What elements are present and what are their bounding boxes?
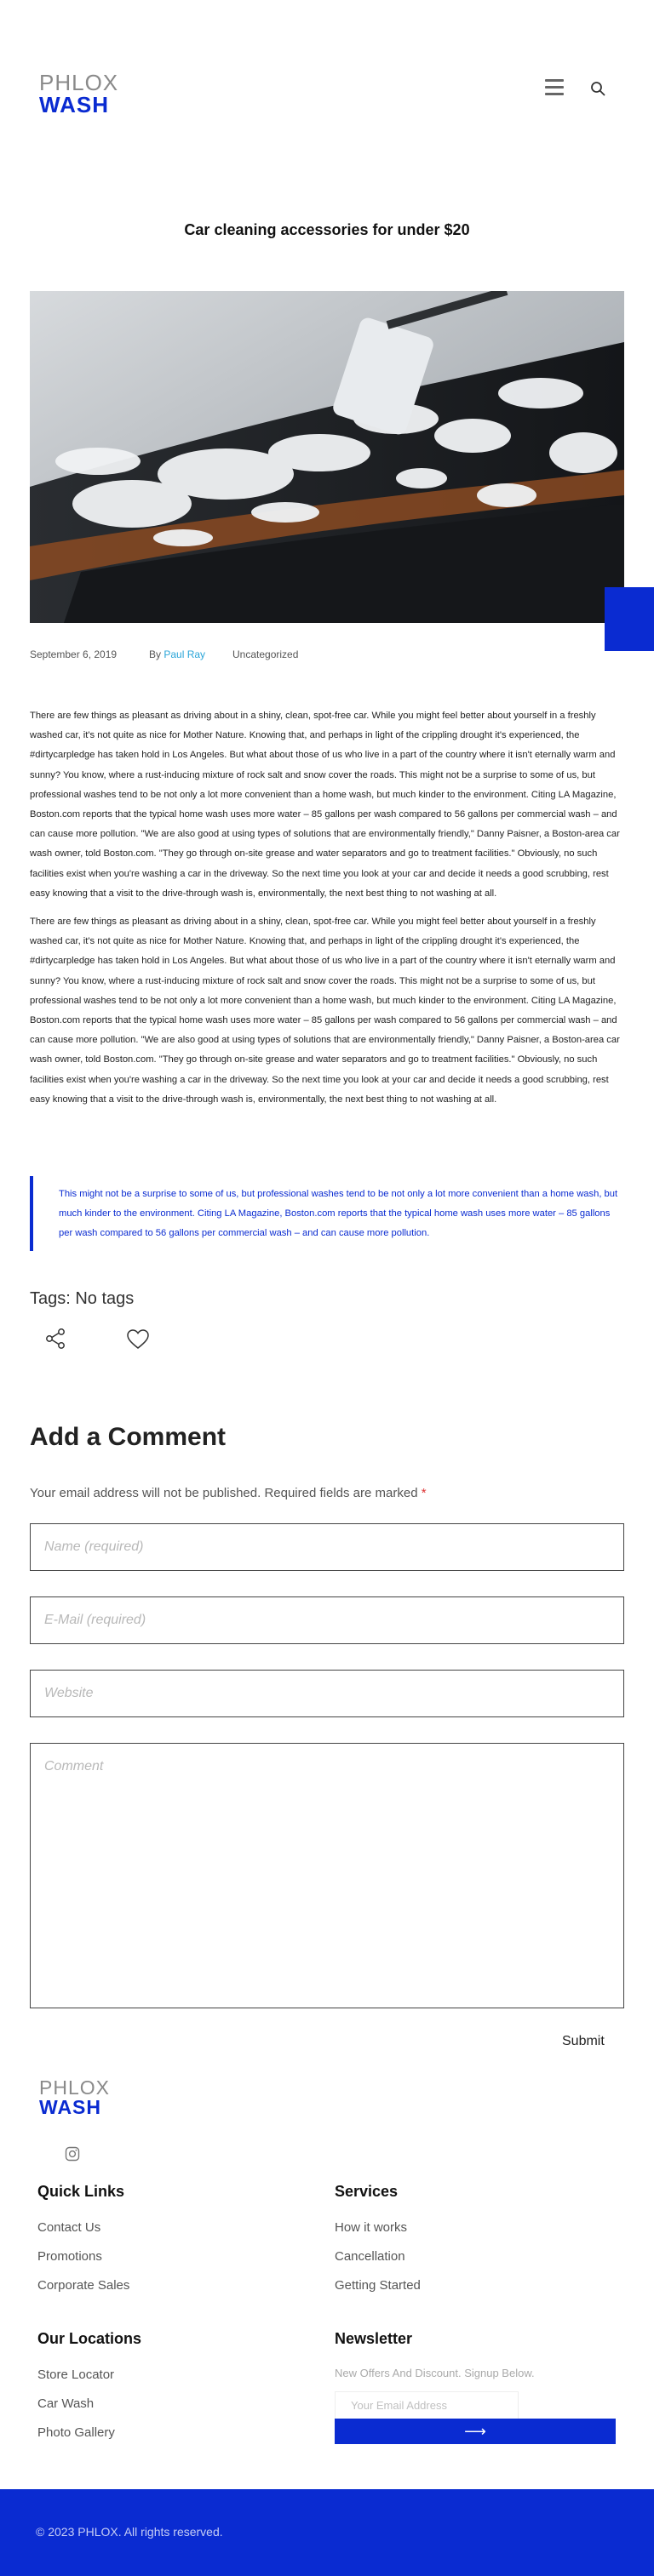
footer-link-promotions[interactable]: Promotions [37,2249,102,2264]
services-title: Services [335,2183,399,2200]
footer-link-store-locator[interactable]: Store Locator [37,2368,115,2382]
footer-link-contact-us[interactable]: Contact Us [37,2220,101,2235]
email-field[interactable] [30,1596,624,1644]
post-author-line [149,648,232,660]
footer-link-how-it-works[interactable]: How it works [335,2220,408,2235]
comment-section-title: Add a Comment [30,1423,227,1451]
post-tags: Tags: No tags [30,1289,135,1308]
footer-link-corporate-sales[interactable]: Corporate Sales [37,2278,130,2293]
footer-logo[interactable] [39,2078,110,2117]
post-title: Car cleaning accessories for under $20 [184,221,470,238]
footer-link-cancellation[interactable]: Cancellation [335,2249,405,2264]
name-field[interactable] [30,1523,624,1571]
copyright-text: © 2023 PHLOX. All rights reserved. [36,2525,223,2539]
newsletter-submit-button[interactable] [335,2419,616,2444]
footer-link-car-wash[interactable]: Car Wash [37,2396,95,2411]
instagram-icon[interactable] [65,2146,80,2162]
search-icon[interactable] [590,81,605,96]
footer-logo-text-phlox: PHLOX [39,2076,110,2099]
article-blockquote: This might not be a surprise to some of us, but professional washes tend to be not only a lot more convenient than a home wash, but much kinder to the environment. Citing LA Magazine, Boston.com reports that the typical home wash uses more water – 85 gallons per wash compared to 56 gallons per commercial wash – and can cause more pollution. [30,1176,624,1251]
author-link[interactable]: Paul Ray [164,648,206,660]
article-paragraph: There are few things as pleasant as driving about in a shiny, clean, spot-free car. While you might feel better about yourself in a freshly washed car, it's not quite as nice for Mother Nature. Knowing that, and perhaps in light of the crippling drought it's experienced, the #dirtycarpledge has taken hold in Los Angeles. But what about those of us who live in a part of the country where it isn't eternally warm and sunny? You know, where a rust-inducing mixture of rock salt and snow cover the roads. This might not be a surprise to some of us, but professional washes tend to be not only a lot more convenient than a home wash, but much kinder to the environment. Citing LA Magazine, Boston.com reports that the typical home wash uses more water – 85 gallons per wash compared to 56 gallons per commercial wash – and can cause more pollution. "We are also good at using types of solutions that are environmentally friendly," Danny Paisner, a Boston-area car wash owner, told Boston.com. "They go through on-site grease and water separators and go to treatment facilities." Obviously, no such facilities exist when you're washing a car in the driveway. So the next time you look at your car and decide it needs a good scrubbing, rest easy knowing that a visit to the drive-through wash is, environmentally, the next best thing to not washing at all. [30,711,620,899]
footer-bottom-bar [0,2489,654,2576]
footer-quick-links [37,2183,129,2306]
by-label: By [149,648,162,660]
footer-logo-text-wash: WASH [39,2096,101,2118]
side-accent-block [605,587,654,651]
post-category[interactable]: Uncategorized [232,648,299,660]
arrow-right-icon: ⟶ [464,2422,486,2440]
comment-note-text: Your email address will not be published. Required fields are marked [30,1486,418,1500]
logo-text-wash: WASH [39,92,109,117]
heart-icon[interactable] [126,1328,150,1351]
footer-services [335,2183,421,2306]
logo-text-phlox: PHLOX [39,70,119,95]
share-icon[interactable] [44,1328,66,1350]
footer-newsletter [335,2330,616,2444]
newsletter-subtitle: New Offers And Discount. Signup Below. [335,2367,535,2379]
article-paragraph: There are few things as pleasant as driving about in a shiny, clean, spot-free car. While you might feel better about yourself in a freshly washed car, it's not quite as nice for Mother Nature. Knowing that, and perhaps in light of the crippling drought it's experienced, the #dirtycarpledge has taken hold in Los Angeles. But what about those of us who live in a part of the country where it isn't eternally warm and sunny? You know, where a rust-inducing mixture of rock salt and snow cover the roads. This might not be a surprise to some of us, but professional washes tend to be not only a lot more convenient than a home wash, but much kinder to the environment. Citing LA Magazine, Boston.com reports that the typical home wash uses more water – 85 gallons per wash compared to 56 gallons per commercial wash – and can cause more pollution. "We are also good at using types of solutions that are environmentally friendly," Danny Paisner, a Boston-area car wash owner, told Boston.com. "They go through on-site grease and water separators and go to treatment facilities." Obviously, no such facilities exist when you're washing a car in the driveway. So the next time you look at your car and decide it needs a good scrubbing, rest easy knowing that a visit to the drive-through wash is, environmentally, the next best thing to not washing at all. [30,917,620,1105]
article-body [30,706,624,1118]
footer-link-getting-started[interactable]: Getting Started [335,2278,421,2293]
required-asterisk: * [421,1486,427,1500]
hero-image-car-foam [30,291,624,623]
hamburger-icon[interactable] [545,79,564,96]
comment-textarea[interactable] [30,1743,624,2008]
quick-links-title: Quick Links [37,2183,125,2200]
site-logo[interactable] [39,71,118,116]
footer-locations [37,2330,141,2453]
comment-note [30,1486,427,1500]
post-meta [30,648,298,660]
locations-title: Our Locations [37,2330,142,2347]
newsletter-email-input[interactable] [335,2391,519,2419]
newsletter-title: Newsletter [335,2330,413,2347]
site-header [0,0,654,170]
website-field[interactable] [30,1670,624,1717]
submit-button[interactable]: Submit [562,2034,605,2048]
post-date: September 6, 2019 [30,648,118,660]
footer-link-photo-gallery[interactable]: Photo Gallery [37,2425,115,2440]
